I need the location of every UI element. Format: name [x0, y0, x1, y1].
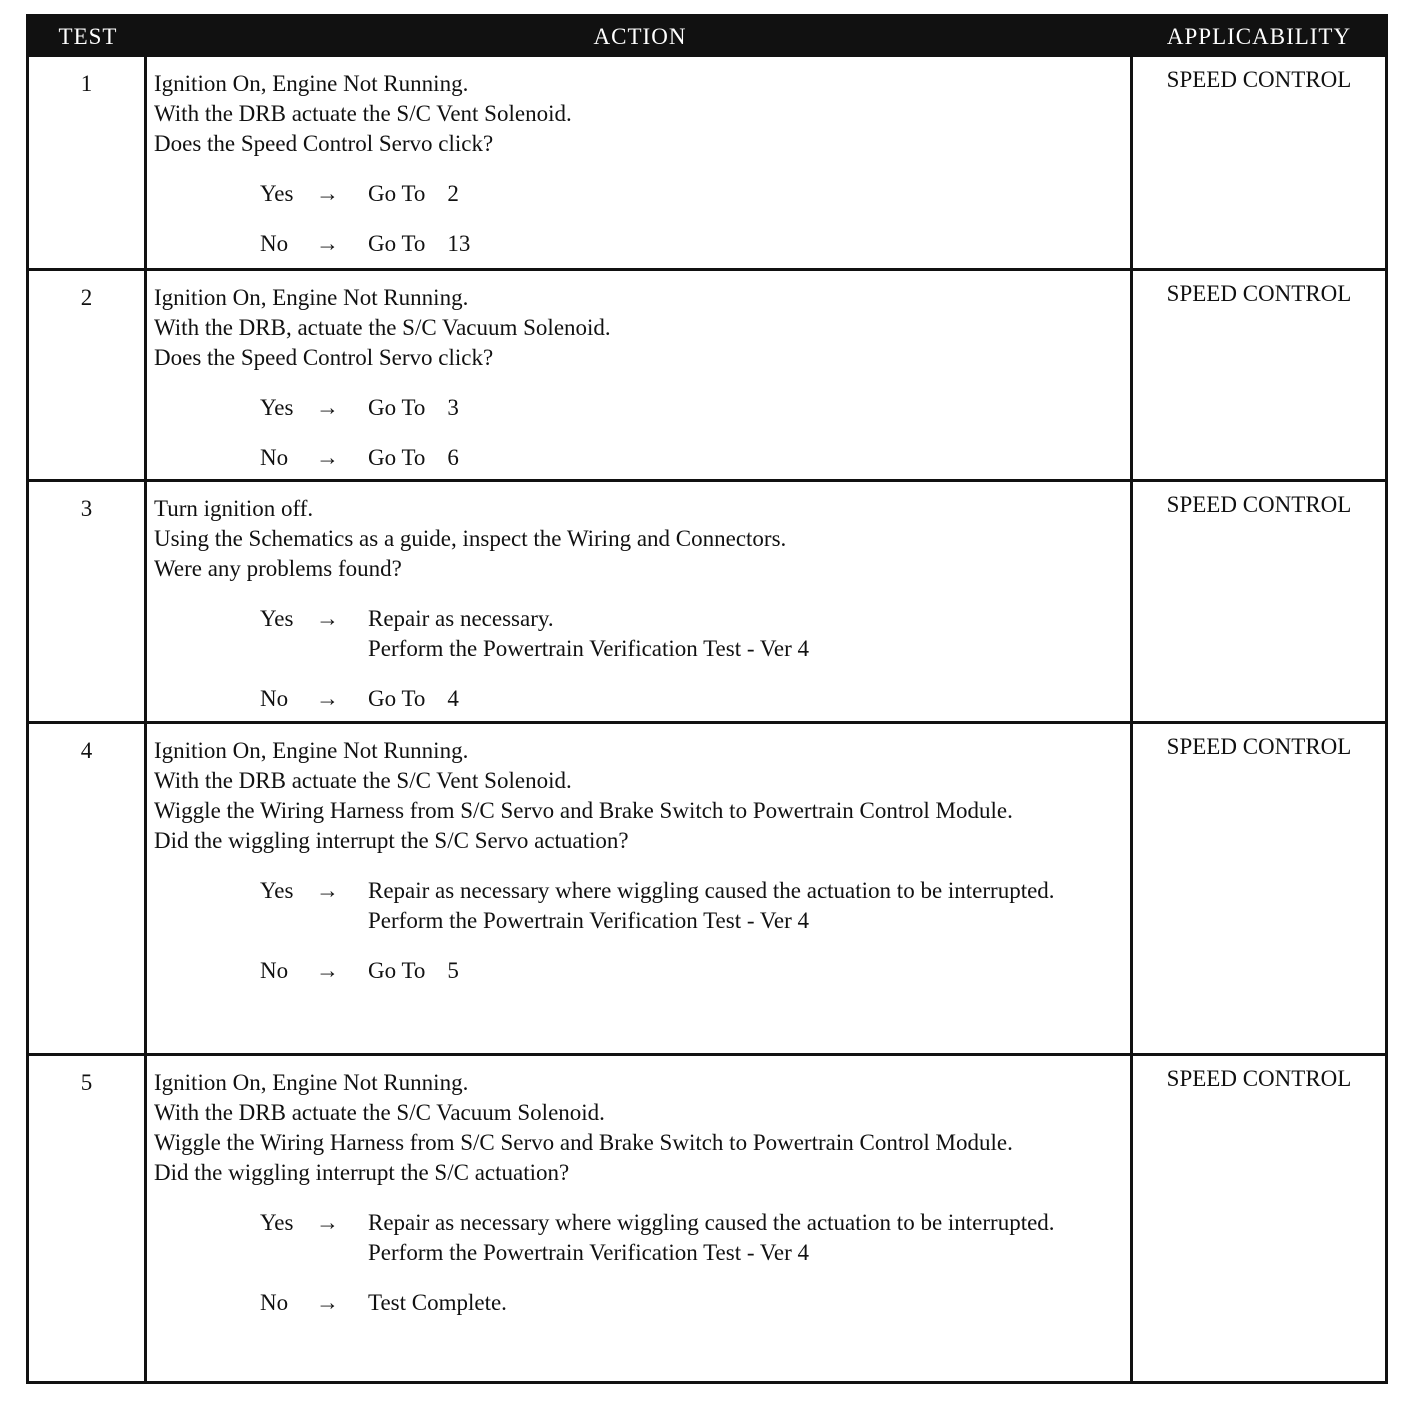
header-action: ACTION [593, 24, 687, 49]
test-number: 5 [29, 1056, 147, 1381]
table-row [29, 57, 1385, 268]
applicability-cell: SPEED CONTROL [1166, 492, 1352, 517]
goto-number: 4 [447, 686, 459, 711]
action-line: Using the Schematics as a guide, inspect the Wiring and Connectors. [154, 526, 787, 551]
action-cell [147, 724, 1133, 1053]
goto-text: Go To [368, 181, 426, 206]
table-row [29, 1053, 1385, 1381]
arrow-icon: → [316, 606, 339, 631]
yes-label: Yes [260, 181, 294, 206]
goto-text: Go To [368, 958, 426, 983]
yes-label: Yes [260, 878, 294, 903]
test-complete: Test Complete. [368, 1290, 507, 1315]
goto-text: Go To [368, 395, 426, 420]
arrow-icon: → [316, 395, 339, 420]
action-line: With the DRB actuate the S/C Vent Solenoid. [154, 768, 572, 793]
yes-line: Perform the Powertrain Verification Test - Ver 4 [368, 636, 810, 661]
action-line: Ignition On, Engine Not Running. [154, 738, 469, 763]
yes-answer [260, 876, 1124, 936]
action-cell [147, 57, 1133, 268]
arrow-icon: → [316, 878, 339, 903]
applicability-cell: SPEED CONTROL [1166, 734, 1352, 759]
action-line: Did the wiggling interrupt the S/C actuation? [154, 1160, 570, 1185]
action-line: Wiggle the Wiring Harness from S/C Servo and Brake Switch to Powertrain Control Module. [154, 798, 1013, 823]
no-answer [260, 443, 1124, 473]
no-label: No [260, 445, 289, 470]
table-row [29, 721, 1385, 1053]
no-answer [260, 956, 1124, 986]
action-cell [147, 271, 1133, 479]
applicability-cell: SPEED CONTROL [1166, 281, 1352, 306]
table-row [29, 268, 1385, 479]
action-line: With the DRB actuate the S/C Vent Solenoid. [154, 101, 572, 126]
action-line: With the DRB, actuate the S/C Vacuum Solenoid. [154, 315, 611, 340]
yes-answer [260, 604, 1124, 664]
action-line: Does the Speed Control Servo click? [154, 131, 494, 156]
action-line: Does the Speed Control Servo click? [154, 345, 494, 370]
no-answer [260, 229, 1124, 259]
yes-label: Yes [260, 1210, 294, 1235]
answers [154, 876, 1124, 986]
action-line: Wiggle the Wiring Harness from S/C Servo and Brake Switch to Powertrain Control Module. [154, 1130, 1013, 1155]
goto-number: 2 [447, 181, 459, 206]
no-label: No [260, 686, 289, 711]
action-cell [147, 1056, 1133, 1381]
yes-answer [260, 1208, 1124, 1268]
applicability-cell: SPEED CONTROL [1166, 1066, 1352, 1091]
test-number: 3 [29, 482, 147, 721]
goto-number: 3 [447, 395, 459, 420]
arrow-icon: → [316, 1210, 339, 1235]
action-line: Ignition On, Engine Not Running. [154, 71, 469, 96]
yes-label: Yes [260, 395, 294, 420]
goto-text: Go To [368, 231, 426, 256]
action-line: Did the wiggling interrupt the S/C Servo actuation? [154, 828, 629, 853]
action-line: Ignition On, Engine Not Running. [154, 285, 469, 310]
applicability-cell: SPEED CONTROL [1166, 67, 1352, 92]
header-test: TEST [58, 24, 118, 49]
arrow-icon: → [316, 958, 339, 983]
yes-line: Perform the Powertrain Verification Test - Ver 4 [368, 1240, 810, 1265]
answers [154, 1208, 1124, 1318]
goto-number: 13 [447, 231, 471, 256]
yes-line: Repair as necessary. [368, 606, 554, 631]
goto-text: Go To [368, 445, 426, 470]
yes-line: Repair as necessary where wiggling caused the actuation to be interrupted. [368, 878, 1055, 903]
no-label: No [260, 231, 289, 256]
table-header [29, 17, 1385, 57]
diagnostic-table [26, 14, 1388, 1384]
no-label: No [260, 958, 289, 983]
yes-line: Repair as necessary where wiggling caused the actuation to be interrupted. [368, 1210, 1055, 1235]
header-applicability: APPLICABILITY [1166, 24, 1352, 49]
goto-number: 6 [447, 445, 459, 470]
arrow-icon: → [316, 231, 339, 256]
action-line: Turn ignition off. [154, 496, 314, 521]
yes-label: Yes [260, 606, 294, 631]
arrow-icon: → [316, 445, 339, 470]
yes-line: Perform the Powertrain Verification Test - Ver 4 [368, 908, 810, 933]
goto-number: 5 [447, 958, 459, 983]
yes-answer [260, 179, 1124, 209]
table-row [29, 479, 1385, 721]
no-label: No [260, 1290, 289, 1315]
no-answer [260, 1288, 1124, 1318]
goto-text: Go To [368, 686, 426, 711]
answers [154, 179, 1124, 259]
test-number: 4 [29, 724, 147, 1053]
action-line: Ignition On, Engine Not Running. [154, 1070, 469, 1095]
test-number: 1 [29, 57, 147, 268]
arrow-icon: → [316, 1290, 339, 1315]
action-line: With the DRB actuate the S/C Vacuum Solenoid. [154, 1100, 605, 1125]
answers [154, 604, 1124, 714]
no-answer [260, 684, 1124, 714]
action-line: Were any problems found? [154, 556, 402, 581]
answers [154, 393, 1124, 473]
arrow-icon: → [316, 181, 339, 206]
action-cell [147, 482, 1133, 721]
test-number: 2 [29, 271, 147, 479]
yes-answer [260, 393, 1124, 423]
arrow-icon: → [316, 686, 339, 711]
